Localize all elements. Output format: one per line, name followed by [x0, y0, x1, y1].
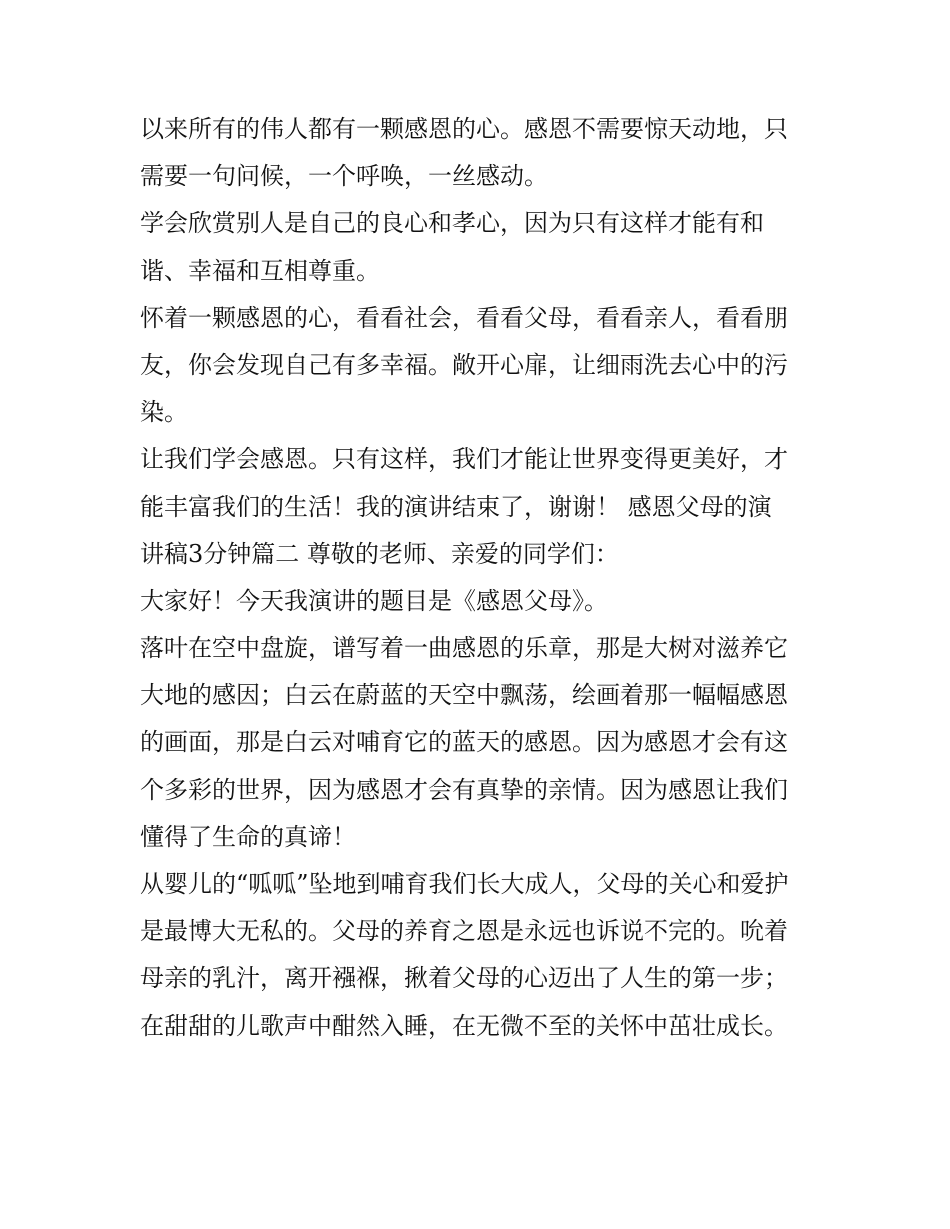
- text-line: 是最博大无私的。父母的养育之恩是永远也诉说不完的。吮着: [140, 917, 788, 946]
- text-line: 谐、幸福和互相尊重。: [140, 256, 380, 285]
- text-line: 个多彩的世界，因为感恩才会有真挚的亲情。因为感恩让我们: [140, 775, 788, 804]
- text-line: 友，你会发现自己有多幸福。敞开心扉，让细雨洗去心中的污: [140, 350, 788, 379]
- text-line: 落叶在空中盘旋，谱写着一曲感恩的乐章，那是大树对滋养它: [140, 634, 788, 663]
- text-line: 需要一句问候，一个呼唤，一丝感动。: [140, 162, 548, 191]
- text-line: 在甜甜的儿歌声中酣然入睡，在无微不至的关怀中茁壮成长。: [140, 1011, 788, 1040]
- text-line: 的画面，那是白云对哺育它的蓝天的感恩。因为感恩才会有这: [140, 728, 788, 757]
- text-line: 怀着一颗感恩的心，看看社会，看看父母，看看亲人，看看朋: [140, 303, 788, 332]
- text-line: 大家好！今天我演讲的题目是《感恩父母》。: [140, 586, 608, 615]
- text-line: 讲稿3分钟篇二 尊敬的老师、亲爱的同学们：: [140, 539, 619, 568]
- text-line: 染。: [140, 398, 188, 427]
- text-line: 懂得了生命的真谛！: [140, 822, 356, 851]
- text-line: 以来所有的伟人都有一颗感恩的心。感恩不需要惊天动地，只: [140, 115, 788, 143]
- document-text: [140, 106, 820, 1050]
- text-line: 让我们学会感恩。只有这样，我们才能让世界变得更美好，才: [140, 445, 788, 474]
- text-line: 能丰富我们的生活！我的演讲结束了，谢谢！ 感恩父母的演: [140, 492, 772, 521]
- text-line: 大地的感因；白云在蔚蓝的天空中飘荡，绘画着那一幅幅感恩: [140, 681, 788, 710]
- text-line: 从婴儿的“呱呱”坠地到哺育我们长大成人，父母的关心和爱护: [140, 870, 789, 898]
- text-line: 学会欣赏别人是自己的良心和孝心，因为只有这样才能有和: [140, 209, 764, 238]
- text-line: 母亲的乳汁，离开襁褓，揪着父母的心迈出了人生的第一步；: [140, 964, 788, 993]
